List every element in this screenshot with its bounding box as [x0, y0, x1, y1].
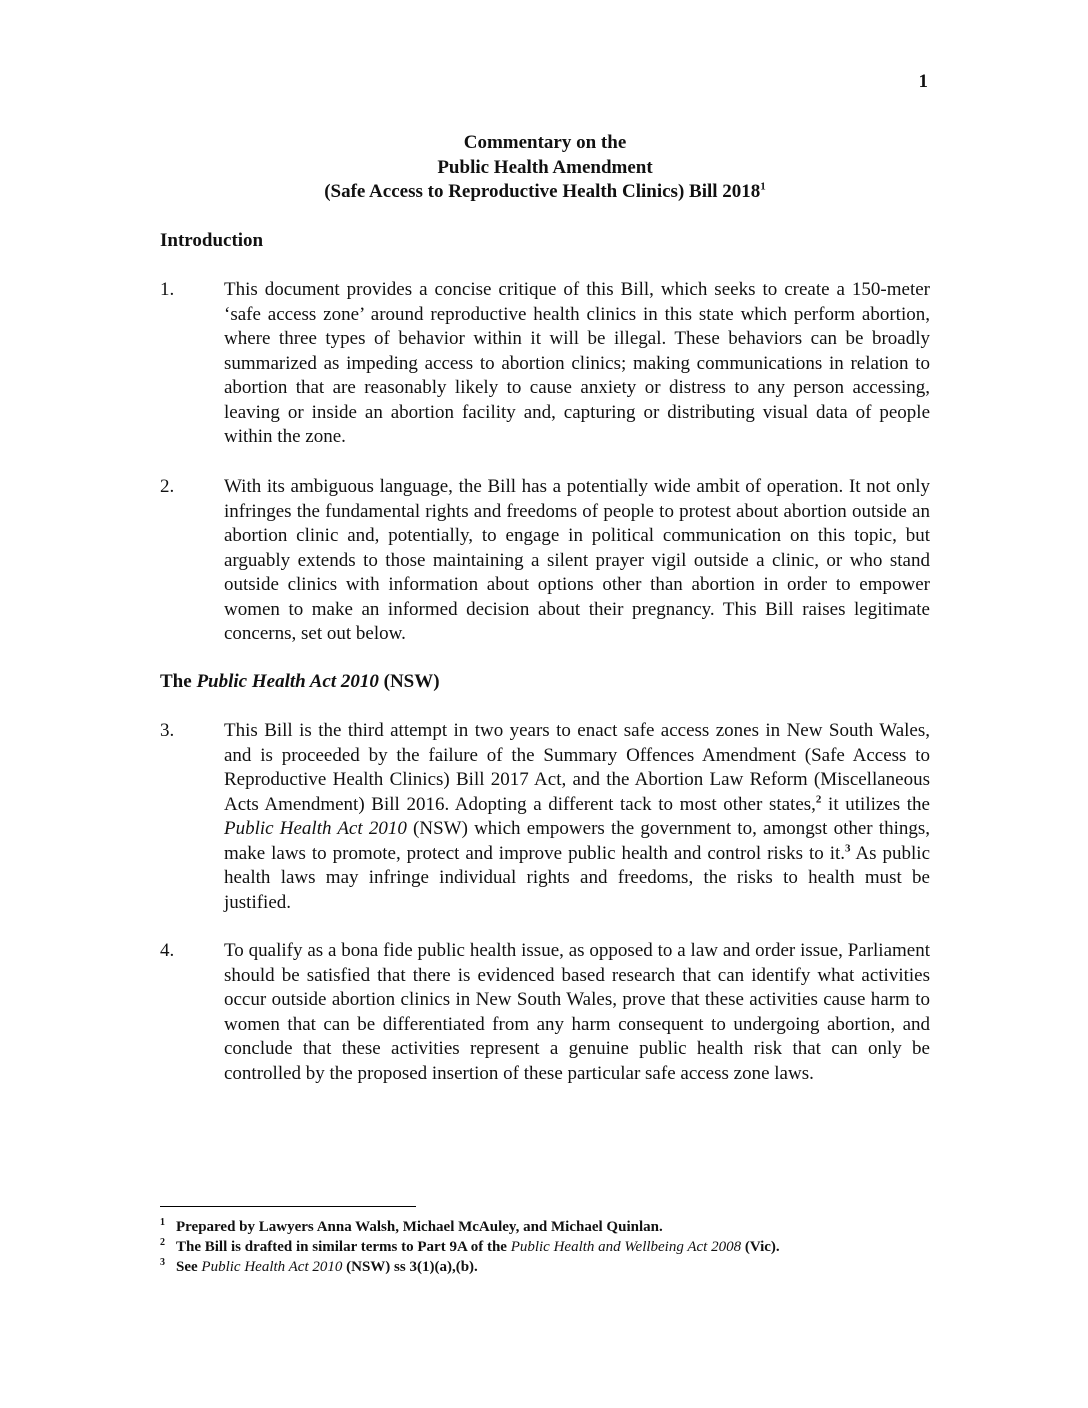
heading-suffix: (NSW) [383, 671, 440, 692]
footnote-text: See [176, 1259, 202, 1275]
paragraph-number: 3. [160, 720, 175, 741]
footnote-act-name: Public Health Act 2010 [201, 1259, 343, 1275]
footnote-text: Prepared by Lawyers Anna Walsh, Michael McAuley, and Michael Quinlan. [176, 1219, 663, 1235]
footnote-text: The Bill is drafted in similar terms to Part 9A of the [176, 1239, 511, 1255]
footnote-mark: 2 [160, 1237, 165, 1248]
footnote-text: (Vic). [741, 1239, 780, 1255]
page-number: 1 [918, 71, 928, 92]
paragraph-text: To qualify as a bona fide public health issue, as opposed to a law and order issue, Parliament should be satisfied that there is evidenced based research that can identify what activities occur outside abortion clinics in New South Wales, prove that these activities cause harm to women that can be differentiated from any harm consequent to undergoing abortion, and conclude that these activities represent a genuine public health risk that can only be controlled by the proposed insertion of these particular safe access zone laws. [224, 940, 930, 1084]
paragraph-text [224, 719, 930, 915]
heading-act-name: Public Health Act 2010 [196, 671, 379, 692]
paragraph-text: This document provides a concise critique of this Bill, which seeks to create a 150-meter ‘safe access zone’ around reproductive health clinics in this state which perform abortion, where three types of behavior within it will be illegal. These behaviors can be broadly summarized as impeding access to abortion clinics; making communications in relation to abortion that are reasonably likely to cause anxiety or distress to any person accessing, leaving or inside an abortion facility and, capturing or distributing visual data of people within the zone. [224, 279, 930, 447]
document-title [160, 131, 930, 205]
footnote-ref-2: 2 [815, 793, 822, 806]
footnote-ref-1: 1 [760, 180, 766, 193]
heading-introduction: Introduction [160, 230, 264, 251]
title-line-3 [160, 180, 930, 205]
paragraph-2 [160, 475, 930, 647]
footnote-mark: 3 [160, 1257, 165, 1268]
footnote-text: (NSW) ss 3(1)(a),(b). [342, 1259, 478, 1275]
footnote-3 [160, 1257, 930, 1277]
paragraph-3 [160, 719, 930, 915]
act-name: Public Health Act 2010 [224, 818, 407, 839]
heading-public-health-act [160, 670, 440, 695]
footnote-2 [160, 1237, 930, 1257]
paragraph-1 [160, 278, 930, 450]
title-line-1: Commentary on the [463, 132, 627, 153]
paragraph-text: With its ambiguous language, the Bill has a potentially wide ambit of operation. It not only infringes the fundamental rights and freedoms of people to protest about abortion outside an abortion clinic and, potentially, to engage in political communication on this topic, but arguably extends to those maintaining a silent prayer vigil outside a clinic, or who stand outside clinics with information about options other than abortion in order to empower women to make an informed decision about their pregnancy. This Bill raises legitimate concerns, set out below. [224, 476, 930, 644]
heading-prefix: The [160, 671, 192, 692]
paragraph-number: 1. [160, 279, 175, 300]
text-segment: As public health laws may infringe individual rights and freedoms, the risks to health must be justified. [224, 842, 931, 913]
paragraph-4 [160, 939, 930, 1086]
footnote-ref-3: 3 [845, 842, 851, 855]
paragraph-number: 4. [160, 940, 175, 961]
title-line-2: Public Health Amendment [437, 156, 653, 178]
text-segment: it utilizes the [821, 793, 930, 815]
text-segment: This Bill is the third attempt in two years to enact safe access zones in New South Wales, and is proceeded by the failure of the Summary Offences Amendment (Safe Access to Reproductive Health Clinics) Bill 2017 Act, and the Abortion Law Reform (Miscellaneous Acts Amendment) Bill 2016. Adopting a different tack to most other states, [224, 720, 930, 815]
footnote-1 [160, 1217, 930, 1237]
footnotes [160, 1217, 930, 1277]
paragraph-number: 2. [160, 476, 175, 497]
footnote-divider [160, 1206, 416, 1207]
footnote-mark: 1 [160, 1217, 165, 1228]
footnote-act-name: Public Health and Wellbeing Act 2008 [510, 1239, 742, 1255]
title-line-3-text: (Safe Access to Reproductive Health Clinics) Bill 2018 [324, 181, 761, 202]
text-segment: (NSW) which empowers the government to, amongst other things, make laws to promote, protect and improve public health and control risks to it. [224, 818, 930, 864]
